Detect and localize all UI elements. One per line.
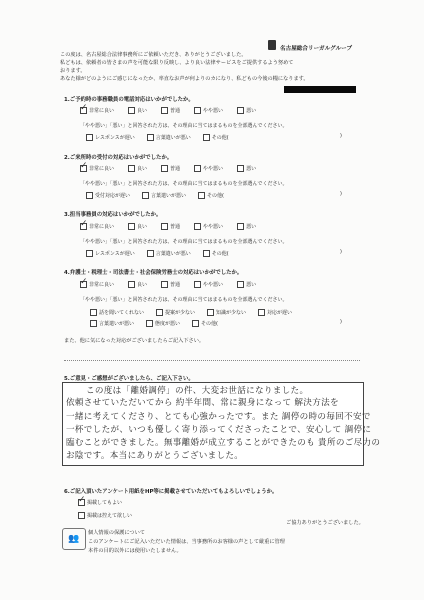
checkbox-icon — [203, 250, 210, 257]
handwriting-line-3: 一緒に考えてくださり、とても心強かったです。また 調停の時の毎回不安で — [66, 412, 371, 422]
q4-reason-2[interactable]: 知識が少ない — [207, 309, 246, 316]
q4-reason-0[interactable]: 話を聞いてくれない — [90, 309, 144, 316]
q3-reason-1[interactable]: 言葉遣いが悪い — [147, 250, 191, 257]
checkbox-icon — [86, 250, 93, 257]
checkbox-icon — [194, 223, 201, 230]
q4-options — [80, 281, 256, 288]
q1-option-2[interactable]: 普通 — [161, 107, 180, 114]
checkbox-icon — [161, 281, 168, 288]
q6-option-0[interactable]: ✓ 掲載してもよい — [78, 499, 122, 506]
checkbox-checked-icon — [80, 107, 87, 114]
q3-option-2[interactable]: 普通 — [161, 223, 180, 230]
q4-reason-6[interactable]: その他( — [192, 320, 218, 327]
checkbox-icon — [192, 320, 199, 327]
q5-title: 5.ご意見・ご感想がございましたら、ご記入下さい。 — [64, 376, 194, 382]
q3-title: 3.担当事務員の対応はいかがでしたか。 — [64, 212, 162, 218]
checkbox-icon — [128, 281, 135, 288]
q4-option-4[interactable]: 悪い — [237, 281, 256, 288]
q3-reason-prompt: 「やや悪い」「悪い」と回答された方は、その理由に当てはまるものを全部選んでください。 — [80, 239, 288, 245]
other-line — [64, 360, 360, 361]
checkbox-icon — [194, 165, 201, 172]
paren-close: ) — [340, 134, 342, 139]
checkbox-icon — [237, 107, 244, 114]
checkbox-checked-icon — [80, 165, 87, 172]
checkbox-icon — [128, 165, 135, 172]
q1-reason-prompt: 「やや悪い」「悪い」と回答された方は、その理由に当てはまるものを全部選んでください。 — [80, 123, 288, 129]
checkbox-checked-icon — [78, 499, 85, 506]
thanks-text: ご協力ありがとうございました。 — [286, 520, 364, 526]
q2-option-1[interactable]: 良い — [128, 165, 147, 172]
intro-line-3: おります。 — [60, 68, 86, 74]
q4-option-0[interactable]: ✓ 非常に良い — [80, 281, 114, 288]
q3-option-4[interactable]: 悪い — [237, 223, 256, 230]
checkbox-icon — [258, 309, 265, 316]
checkbox-icon — [207, 309, 214, 316]
handwriting-line-1: この度は「離婚調停」の件、大変お世話になりました。 — [86, 386, 309, 396]
q6-option-1[interactable]: 掲載は控えて欲しい — [78, 512, 132, 519]
q4-title: 4.弁護士・税理士・司法書士・社会保険労務士の対応はいかがでしたか。 — [64, 270, 243, 276]
paren-close: ) — [340, 250, 342, 255]
checkbox-icon — [90, 320, 97, 327]
q2-reasons — [86, 192, 224, 199]
q4-option-2[interactable]: 普通 — [161, 281, 180, 288]
checkbox-icon — [146, 320, 153, 327]
q3-reason-2[interactable]: その他( — [203, 250, 229, 257]
q3-options — [80, 223, 256, 230]
firm-logo-icon — [268, 40, 276, 50]
q4-reason-5[interactable]: 態度が悪い — [146, 320, 180, 327]
checkbox-icon — [156, 309, 163, 316]
q1-option-0[interactable]: ✓ 非常に良い — [80, 107, 114, 114]
q3-reason-0[interactable]: レスポンスが遅い — [86, 250, 135, 257]
checkbox-icon — [86, 134, 93, 141]
checkbox-checked-icon — [80, 281, 87, 288]
q4-reason-3[interactable]: 対応が遅い — [258, 309, 292, 316]
checkbox-icon — [128, 223, 135, 230]
q1-reason-0[interactable]: レスポンスが遅い — [86, 134, 135, 141]
checkbox-icon — [147, 250, 154, 257]
q2-options — [80, 165, 256, 172]
q1-option-4[interactable]: 悪い — [237, 107, 256, 114]
redaction-bar — [284, 86, 356, 93]
checkbox-icon — [128, 107, 135, 114]
privacy-line-2: 本件の目的以外には使用いたしません。 — [88, 548, 182, 554]
checkbox-icon — [142, 192, 149, 199]
privacy-icon: 👥 — [62, 528, 86, 550]
q4-option-1[interactable]: 良い — [128, 281, 147, 288]
firm-logo-text: 名古屋総合リーガルグループ — [280, 46, 353, 52]
checkbox-icon — [147, 134, 154, 141]
handwriting-line-5: 臨むことができました。無事離婚が成立することができたのも 貴所のご尽力の — [66, 438, 381, 448]
handwriting-line-4: 一杯でしたが、いつも優しく寄り添ってくださったことで、安心して 調停に — [66, 425, 372, 435]
q2-title: 2.ご来所時の受付の対応はいかがでしたか。 — [64, 155, 173, 161]
checkbox-icon — [161, 107, 168, 114]
q4-reason-prompt: 「やや悪い」「悪い」と回答された方は、その理由に当てはまるものを全部選んでください。 — [80, 297, 288, 303]
checkbox-icon — [198, 192, 205, 199]
q2-reason-2[interactable]: その他( — [198, 192, 224, 199]
q4-reasons-row1 — [90, 309, 292, 316]
q2-option-0[interactable]: ✓ 非常に良い — [80, 165, 114, 172]
q4-reason-4[interactable]: 言葉遣いが悪い — [90, 320, 134, 327]
q1-option-1[interactable]: 良い — [128, 107, 147, 114]
checkbox-checked-icon — [80, 223, 87, 230]
handwriting-line-2: 依頼させていただいてから 約半年間、常に親身になって 解決方法を — [66, 398, 339, 408]
checkbox-icon — [86, 192, 93, 199]
q3-option-0[interactable]: ✓ 非常に良い — [80, 223, 114, 230]
q2-reason-0[interactable]: 受付対応が遅い — [86, 192, 130, 199]
intro-line-4: あなた様がどのようにご感じになったか、率直なお声が何よりのカになり、私どもの今後の糧になります。 — [60, 76, 309, 82]
q1-reasons — [86, 134, 229, 141]
checkbox-icon — [90, 309, 97, 316]
q4-reason-1[interactable]: 提案が少ない — [156, 309, 195, 316]
checkbox-icon — [237, 165, 244, 172]
q1-title: 1.ご予約時の事務職員の電話対応はいかがでしたか。 — [64, 97, 194, 103]
checkbox-icon — [78, 512, 85, 519]
checkbox-icon — [194, 281, 201, 288]
q1-reason-2[interactable]: その他( — [203, 134, 229, 141]
q2-option-2[interactable]: 普通 — [161, 165, 180, 172]
checkbox-icon — [194, 107, 201, 114]
privacy-line-1: このアンケートにご記入いただいた情報は、当事務所のお客様の声として厳重に管理 — [88, 539, 285, 545]
privacy-title: 個人情報の保護について — [88, 530, 145, 536]
paren-close: ) — [340, 320, 342, 325]
checkbox-icon — [203, 134, 210, 141]
q4-option-3[interactable]: やや悪い — [194, 281, 223, 288]
checkbox-icon — [237, 223, 244, 230]
q4-reasons-row2 — [90, 320, 218, 327]
q1-option-3[interactable]: やや悪い — [194, 107, 223, 114]
q1-reason-1[interactable]: 言葉遣いが悪い — [147, 134, 191, 141]
q2-reason-prompt: 「やや悪い」「悪い」と回答された方は、その理由に当てはまるものを全部選んでください。 — [80, 181, 288, 187]
handwriting-line-6: お陰です。本当にありがとうございました。 — [66, 451, 244, 461]
paren-close: ) — [340, 192, 342, 197]
q2-reason-1[interactable]: 言葉遣いが悪い — [142, 192, 186, 199]
q1-options — [80, 107, 256, 114]
q2-option-4[interactable]: 悪い — [237, 165, 256, 172]
q6-title: 6.ご記入頂いたアンケート用紙をHP等に掲載させていただいてもよろしいでしょうか。 — [64, 489, 278, 495]
q3-option-1[interactable]: 良い — [128, 223, 147, 230]
q3-reasons — [86, 250, 229, 257]
intro-line-1: この度は、名古屋総合法律事務所にご依頼いただき、ありがとうございました。 — [60, 52, 247, 58]
intro-line-2: 私どもは、依頼者の皆さまの声を可能な限り反映し、より良い法律サービスをご提供するよう努めて — [60, 60, 294, 66]
checkbox-icon — [161, 165, 168, 172]
q3-option-3[interactable]: やや悪い — [194, 223, 223, 230]
checkbox-icon — [237, 281, 244, 288]
q2-option-3[interactable]: やや悪い — [194, 165, 223, 172]
checkbox-icon — [161, 223, 168, 230]
other-prompt: また、他に気になった対応がございましたらご記入下さい。 — [64, 338, 205, 344]
